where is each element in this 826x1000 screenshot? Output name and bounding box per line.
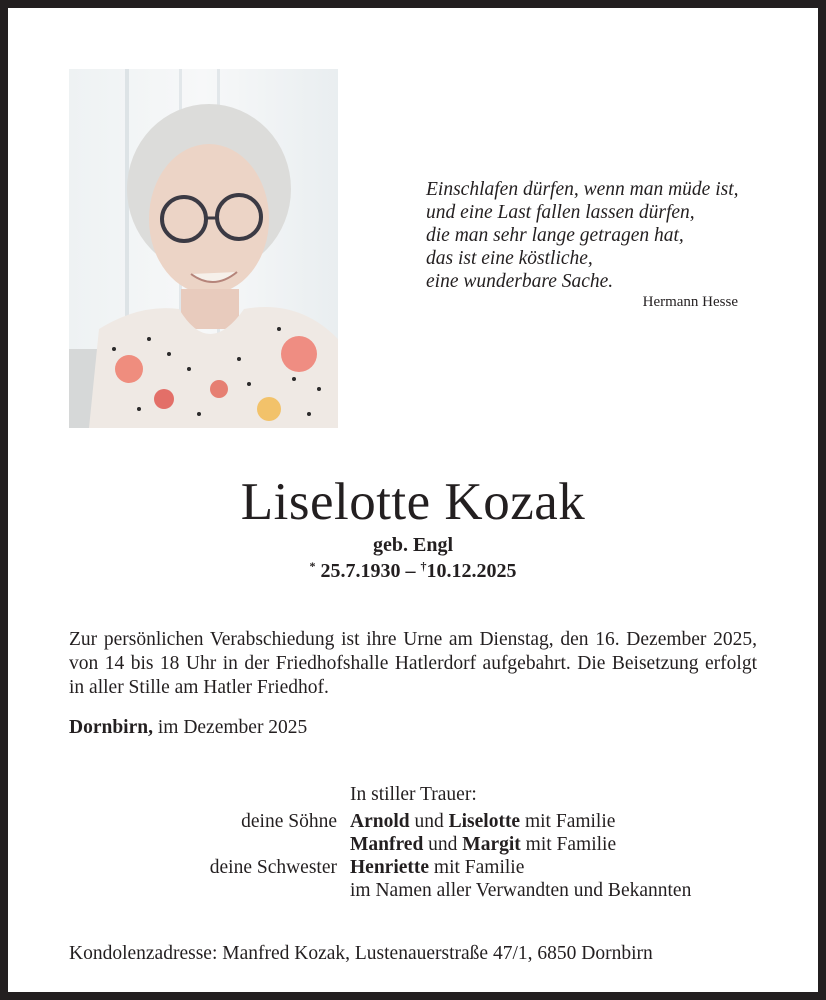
mourner-relation: deine Schwester	[209, 857, 337, 878]
death-cross-icon: †	[420, 559, 427, 573]
mourner-suffix: mit Familie	[433, 857, 525, 878]
obituary-page	[8, 8, 818, 992]
quote-block	[426, 178, 756, 293]
mourner-names	[350, 811, 615, 833]
mourner-row	[8, 811, 818, 835]
mourner-names	[350, 857, 524, 879]
announcement-text: Zur persönlichen Verabschiedung ist ihre Urne am Dienstag, den 16. Dezember 2025, von 14 bis 18 Uhr in der Friedhofshalle Hatlerdorf aufgebahrt. Die Beisetzung erfolgt in aller Stille am Hatler Friedhof.	[69, 629, 757, 698]
date: im Dezember 2025	[157, 717, 308, 738]
birth-name: geb. Engl	[372, 534, 454, 556]
mourner-relation: deine Söhne	[241, 811, 337, 832]
place: Dornbirn,	[69, 717, 153, 738]
date-separator: –	[405, 560, 416, 582]
quote-line: und eine Last fallen lassen dürfen,	[426, 202, 695, 223]
quote-author: Hermann Hesse	[642, 294, 738, 310]
birth-star-icon: *	[309, 559, 316, 573]
mourner-names	[350, 834, 616, 856]
condolence-address: Kondolenzadresse: Manfred Kozak, Lustenauerstraße 47/1, 6850 Dornbirn	[69, 943, 653, 964]
mourners-heading: In stiller Trauer:	[350, 784, 477, 805]
portrait-illustration	[69, 69, 338, 428]
mourner-suffix: im Namen aller Verwandten und Bekannten	[350, 880, 692, 901]
mourner-name: Manfred	[350, 834, 424, 855]
place-date	[69, 717, 307, 739]
quote-line: eine wunderbare Sache.	[426, 271, 614, 292]
birth-date: 25.7.1930	[320, 560, 401, 582]
mourner-row	[8, 834, 818, 858]
conjunction: und	[428, 834, 458, 855]
portrait-photo	[69, 69, 338, 428]
conjunction: und	[414, 811, 444, 832]
mourner-name: Arnold	[350, 811, 410, 832]
quote-line: die man sehr lange getragen hat,	[426, 225, 684, 246]
life-dates	[8, 559, 818, 583]
quote-line: Einschlafen dürfen, wenn man müde ist,	[426, 179, 739, 200]
mourner-name: Henriette	[350, 857, 430, 878]
mourner-suffix: mit Familie	[524, 811, 616, 832]
mourner-row	[8, 857, 818, 881]
quote-line: das ist eine köstliche,	[426, 248, 593, 269]
mourner-row	[8, 880, 818, 904]
mourner-suffix: mit Familie	[525, 834, 617, 855]
mourner-name: Liselotte	[448, 811, 521, 832]
deceased-name: Liselotte Kozak	[240, 473, 586, 531]
death-date: 10.12.2025	[426, 560, 517, 582]
mourner-name: Margit	[462, 834, 521, 855]
mourner-names	[350, 880, 691, 902]
